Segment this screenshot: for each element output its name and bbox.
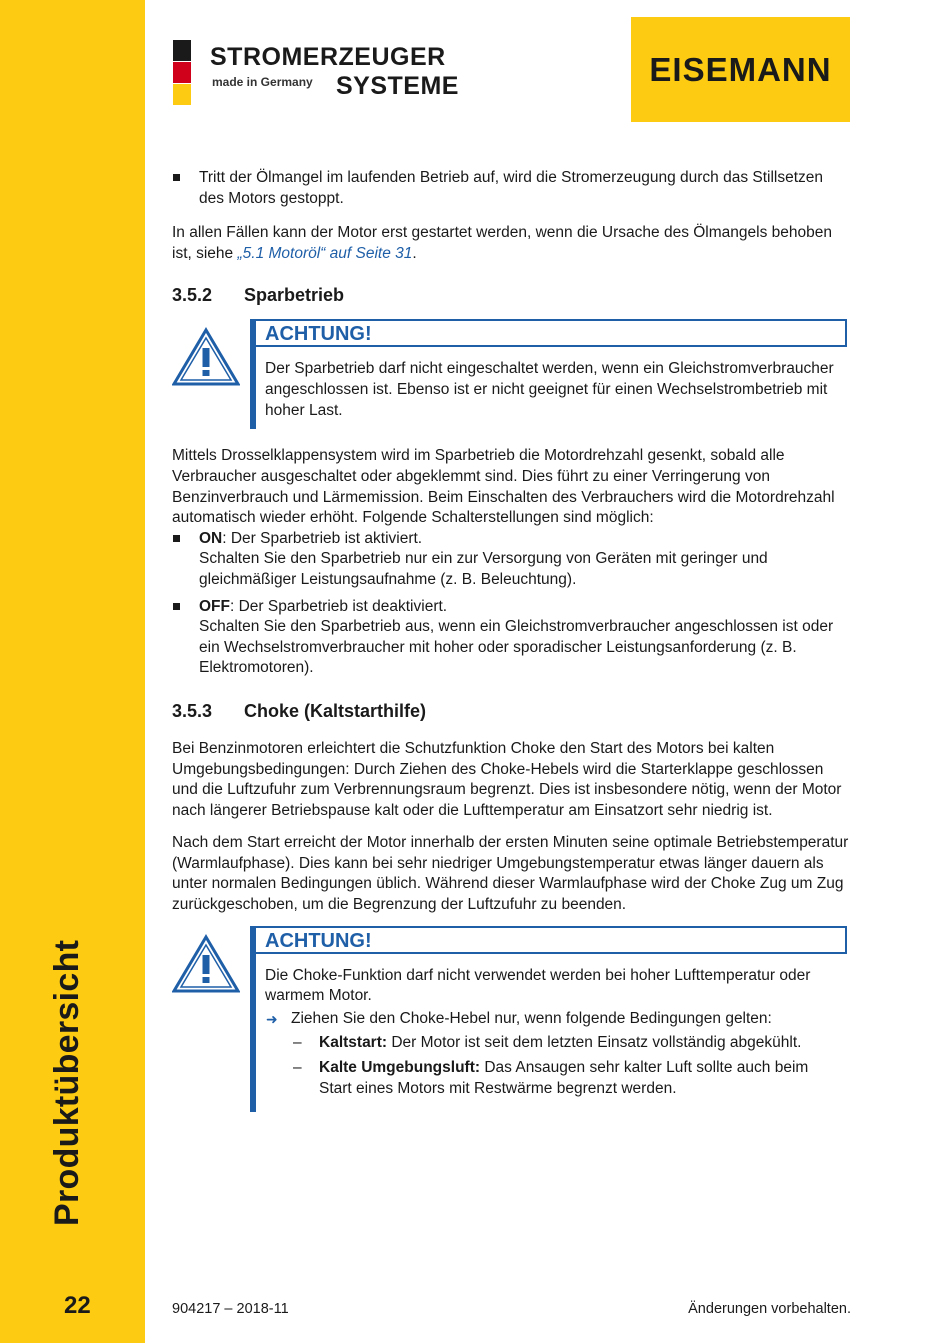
page-number: 22 bbox=[64, 1292, 91, 1319]
dash-icon: – bbox=[293, 1059, 302, 1077]
section-number: 3.5.2 bbox=[172, 285, 213, 306]
off-text: : Der Sparbetrieb ist deaktiviert. bbox=[230, 597, 448, 615]
logo-made-in: made in Germany bbox=[212, 75, 313, 89]
logo-line2: SYSTEME bbox=[336, 72, 459, 100]
main-content bbox=[172, 168, 852, 1112]
warning-box bbox=[172, 319, 852, 429]
section-title-text: Choke (Kaltstarthilfe) bbox=[244, 700, 427, 721]
list-item-off bbox=[172, 597, 852, 679]
intro-paragraph bbox=[172, 223, 852, 264]
bullet-square-icon bbox=[173, 603, 180, 610]
on-label: ON bbox=[199, 529, 223, 547]
condition-label: Kaltstart: bbox=[319, 1034, 388, 1052]
warning-text: Die Choke-Funktion darf nicht verwendet werden bei hoher Lufttemperatur oder warmem Motor. bbox=[265, 966, 811, 1005]
footer-doc-id: 904217 – 2018-11 bbox=[172, 1301, 289, 1317]
warning-title: ACHTUNG! bbox=[256, 319, 847, 347]
bullet-square-icon bbox=[173, 174, 180, 181]
logo-line1: STROMERZEUGER bbox=[210, 43, 446, 71]
warning-triangle-icon bbox=[172, 327, 240, 387]
section-heading-353 bbox=[172, 699, 852, 723]
section-heading-352 bbox=[172, 283, 852, 307]
list-item bbox=[172, 168, 852, 209]
body-paragraph: Nach dem Start erreicht der Motor innerhalb der ersten Minuten seine optimale Betriebstemperatur (Warmlaufphase). Dies kann bei sehr niedriger Umgebungstemperatur etwas länger dauern als unter normalen Bedingungen üblich. Während dieser Warmlaufphase wird der Choke Zug um Zug zurückgeschoben, um die Begrenzung der Luftzufuhr zu beenden. bbox=[172, 834, 849, 914]
instruction-text: Ziehen Sie den Choke-Hebel nur, wenn folgende Bedingungen gelten: bbox=[291, 1009, 772, 1027]
intro-text-end: . bbox=[412, 244, 417, 262]
body-paragraph: Mittels Drosselklappensystem wird im Sparbetrieb die Motordrehzahl gesenkt, sobald alle Verbraucher ausgeschaltet oder abgeklemmt sind. Dies führt zu einer Verringerung von Benzinverbrauch und Lärmemission. Beim Einschalten des Verbrauchers wird die Motordrehzahl automatisch wieder erhöht. Folgende Schalterstellungen sind möglich: bbox=[172, 447, 835, 527]
instruction-item bbox=[265, 1009, 845, 1030]
cross-reference-link[interactable]: „5.1 Motoröl“ auf Seite 31 bbox=[237, 244, 413, 262]
bullet-square-icon bbox=[173, 535, 180, 542]
condition-label: Kalte Umgebungsluft: bbox=[319, 1059, 481, 1077]
on-text: : Der Sparbetrieb ist aktiviert. bbox=[222, 529, 423, 547]
brand-logo: EISEMANN bbox=[631, 17, 850, 122]
dash-icon: – bbox=[293, 1034, 302, 1052]
section-number: 3.5.3 bbox=[172, 700, 213, 721]
warning-triangle-icon bbox=[172, 934, 240, 994]
condition-item bbox=[265, 1058, 845, 1099]
condition-item bbox=[265, 1033, 845, 1054]
sidebar bbox=[0, 0, 145, 1343]
body-paragraph: Bei Benzinmotoren erleichtert die Schutzfunktion Choke den Start des Motors bei kalten Umgebungsbedingungen: Durch Ziehen des Choke-Hebels wird die Starterklappe geschlossen und die Luftzufuhr zum Verbrennungsraum begrenzt. Dies ist insbesondere nötig, wenn der Motor nach längerer Betriebspause kalt oder die Lufttemperatur am Einsatzort sehr niedrig ist. bbox=[172, 739, 842, 819]
warning-text: Der Sparbetrieb darf nicht eingeschaltet werden, wenn ein Gleichstromverbraucher angeschlossen ist. Ebenso ist er nicht geeignet für einen Wechselstrombetrieb mit hoher Last. bbox=[265, 360, 834, 419]
footer-note: Änderungen vorbehalten. bbox=[688, 1301, 851, 1317]
off-label: OFF bbox=[199, 597, 230, 615]
off-description: Schalten Sie den Sparbetrieb aus, wenn ein Gleichstromverbraucher angeschlossen ist oder ein Wechselstromverbraucher mit hoher oder sporadischer Leistungsanforderung (z. B. Elektromotoren). bbox=[199, 618, 834, 677]
on-description: Schalten Sie den Sparbetrieb nur ein zur Versorgung von Geräten mit geringer und gleichmäßiger Leistungsaufnahme (z. B. Beleuchtung). bbox=[199, 550, 768, 588]
warning-title: ACHTUNG! bbox=[256, 926, 847, 954]
condition-text: Der Motor ist seit dem letzten Einsatz vollständig abgekühlt. bbox=[387, 1034, 802, 1052]
condition-text: Das Ansaugen sehr kalter Luft sollte auch beim Start eines Motors mit Restwärme begrenzt werden. bbox=[319, 1059, 809, 1097]
list-item-on bbox=[172, 529, 852, 591]
intro-text: In allen Fällen kann der Motor erst gestartet werden, wenn die Ursache des Ölmangels behoben ist, siehe bbox=[172, 224, 832, 262]
arrow-right-icon: ➜ bbox=[266, 1010, 278, 1027]
warning-body bbox=[265, 966, 845, 1100]
section-title: Produktübersicht bbox=[48, 939, 86, 1226]
warning-box bbox=[172, 926, 852, 1112]
intro-bullet-text: Tritt der Ölmangel im laufenden Betrieb auf, wird die Stromerzeugung durch das Stillsetzen des Motors gestoppt. bbox=[199, 169, 824, 207]
german-flag-icon bbox=[173, 40, 191, 104]
section-title-text: Sparbetrieb bbox=[244, 285, 345, 306]
